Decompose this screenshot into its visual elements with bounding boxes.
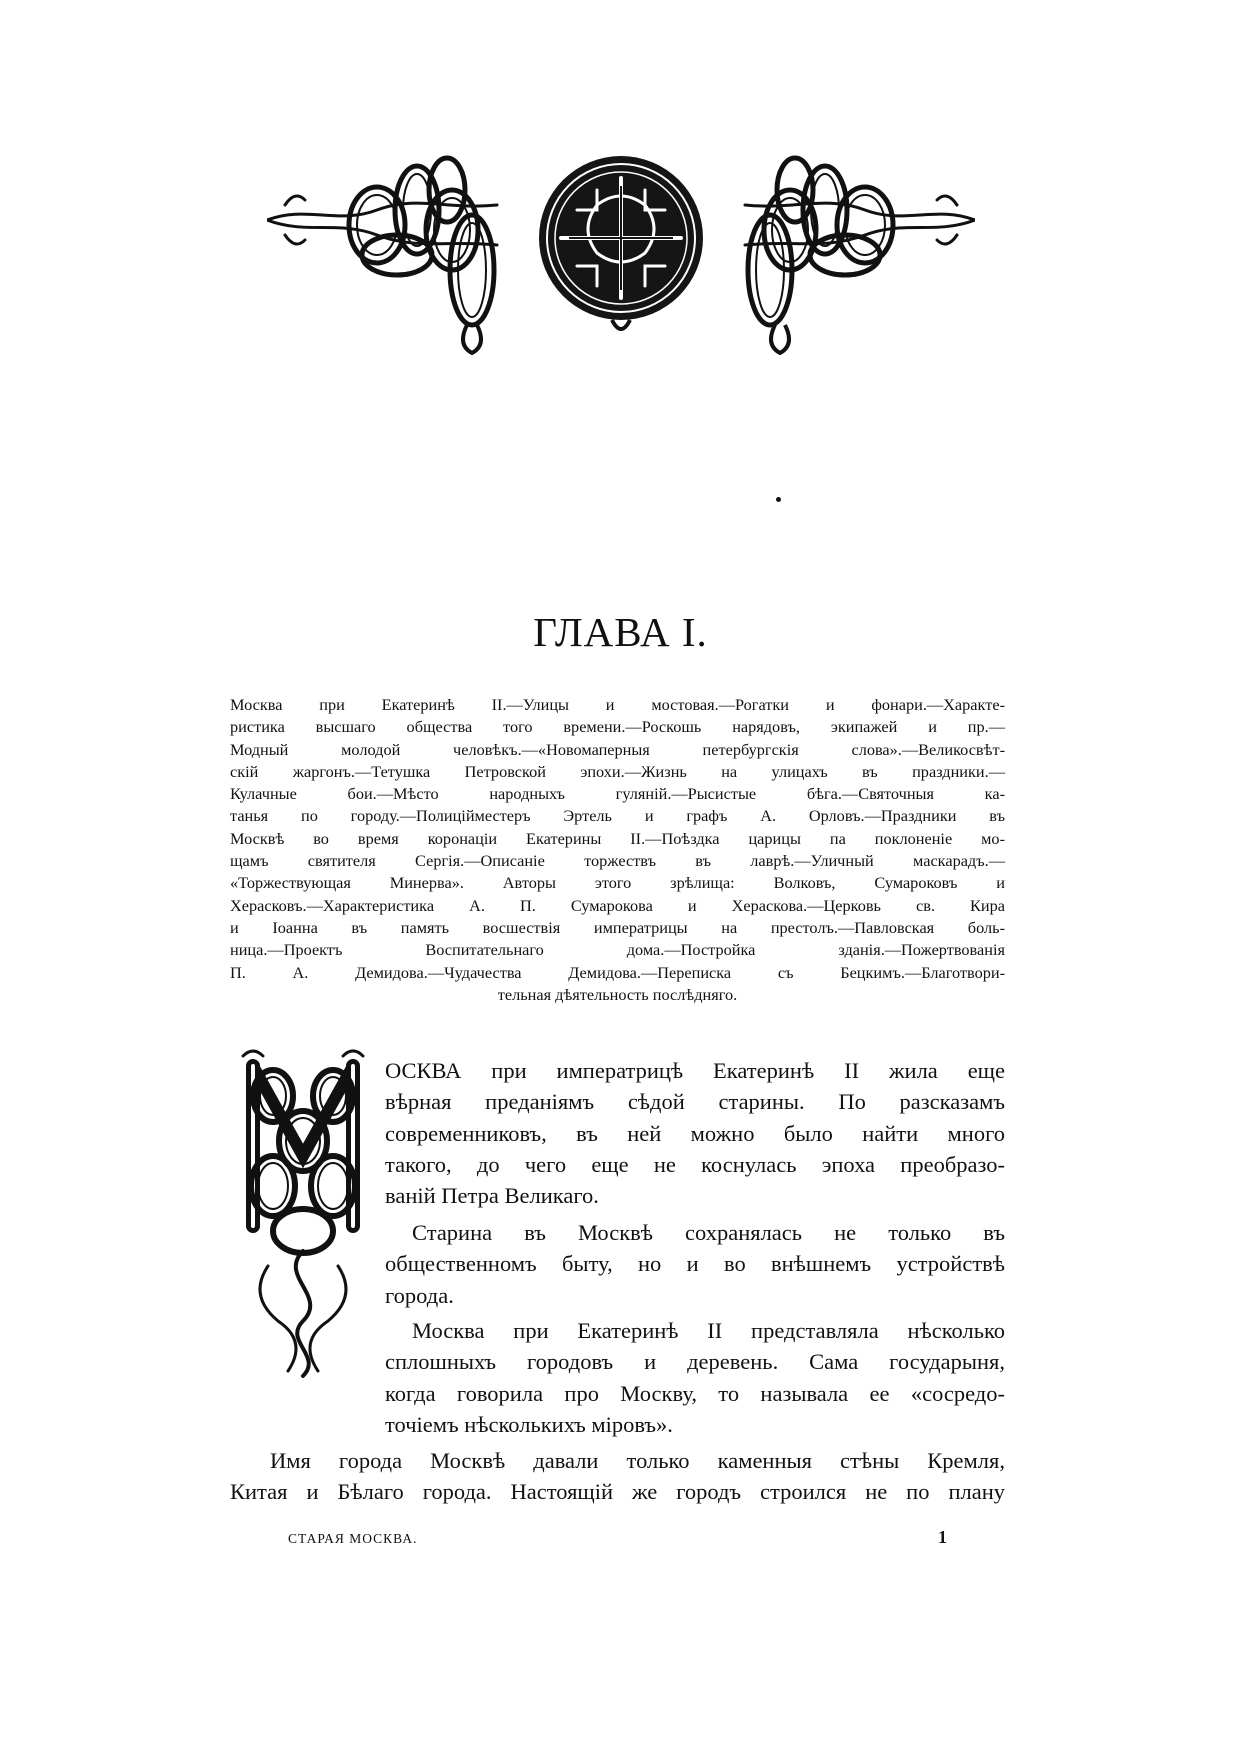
- chapter-title: ГЛАВА I.: [533, 609, 708, 655]
- ornamental-initial-m: [228, 1046, 378, 1382]
- paragraph-2: [385, 1220, 1005, 1314]
- summary-line: Модный молодой человѣкъ.—«Новомаперныя петербургскія слова».—Великосвѣт-: [230, 739, 1005, 759]
- body-line: общественномъ быту, но и во внѣшнемъ устройствѣ: [385, 1251, 1005, 1277]
- summary-line: щамъ святителя Сергія.—Описаніе торжествъ въ лаврѣ.—Уличный маскарадъ.—: [230, 851, 1005, 871]
- summary-line: ристика высшаго общества того времени.—Роскошь нарядовъ, экипажей и пр.—: [230, 717, 1005, 737]
- paragraph-3: [385, 1318, 1005, 1443]
- ornamental-headpiece: [267, 150, 975, 355]
- summary-line: тельная дѣятельность послѣдняго.: [497, 984, 738, 1004]
- body-line: ОСКВА при императрицѣ Екатеринѣ II жила еще: [385, 1058, 1005, 1083]
- summary-line: Кулачные бои.—Мѣсто народныхъ гуляній.—Рысистые бѣга.—Святочныя ка-: [230, 784, 1005, 804]
- summary-line: скій жаргонъ.—Тетушка Петровской эпохи.—Жизнь на улицахъ въ праздники.—: [230, 761, 1005, 781]
- body-line: Китая и Бѣлаго города. Настоящій же городъ строился не по плану: [230, 1479, 1005, 1505]
- summary-line: и Іоанна въ память восшествія императрицы на престолъ.—Павловская боль-: [230, 917, 1005, 937]
- body-line: города.: [385, 1282, 454, 1308]
- body-line: современниковъ, въ ней можно было найти много: [385, 1120, 1005, 1146]
- summary-line: Москвѣ во время коронаціи Екатерины II.—Поѣздка царицы па поклоненіе мо-: [230, 828, 1005, 848]
- body-line: Имя города Москвѣ давали только каменныя стѣны Кремля,: [270, 1448, 1005, 1473]
- summary-line: танья по городу.—Полиційместеръ Эртель и графъ А. Орловъ.—Праздники въ: [230, 806, 1005, 826]
- stray-ink-dot: [776, 497, 781, 502]
- running-footer-title: СТАРАЯ МОСКВА.: [288, 1531, 418, 1546]
- body-line: точіемъ нѣсколькихъ міровъ».: [385, 1411, 673, 1437]
- body-line: ваній Петра Великаго.: [385, 1183, 599, 1209]
- page-number: 1: [938, 1527, 947, 1547]
- body-line: вѣрная преданіямъ сѣдой старины. По разсказамъ: [385, 1089, 1005, 1115]
- body-line: Старина въ Москвѣ сохранялась не только въ: [412, 1220, 1005, 1245]
- summary-line: Херасковъ.—Характеристика А. П. Сумарокова и Хераскова.—Церковь св. Кира: [230, 895, 1005, 915]
- chapter-summary: [230, 694, 1005, 1006]
- body-line: такого, до чего еще не коснулась эпоха преобразо-: [385, 1151, 1005, 1177]
- summary-line: ница.—Проектъ Воспитательнаго дома.—Постройка зданія.—Пожертвованія: [230, 940, 1005, 960]
- drop-cap-letter: М: [303, 1046, 304, 1047]
- summary-line: Москва при Екатеринѣ II.—Улицы и мостовая.—Рогатки и фонари.—Характе-: [230, 695, 1005, 714]
- body-line: когда говорила про Москву, то называла ее «сосредо-: [385, 1380, 1005, 1406]
- body-line: Москва при Екатеринѣ II представляла нѣсколько: [412, 1318, 1005, 1343]
- body-line: сплошныхъ городовъ и деревень. Сама государыня,: [385, 1349, 1005, 1375]
- paragraph-4: [230, 1448, 1005, 1511]
- paragraph-1: [385, 1058, 1005, 1214]
- summary-line: «Торжествующая Минерва». Авторы этого зрѣлища: Волковъ, Сумароковъ и: [230, 873, 1005, 893]
- summary-line: П. А. Демидова.—Чудачества Демидова.—Переписка съ Бецкимъ.—Благотвори-: [230, 962, 1005, 982]
